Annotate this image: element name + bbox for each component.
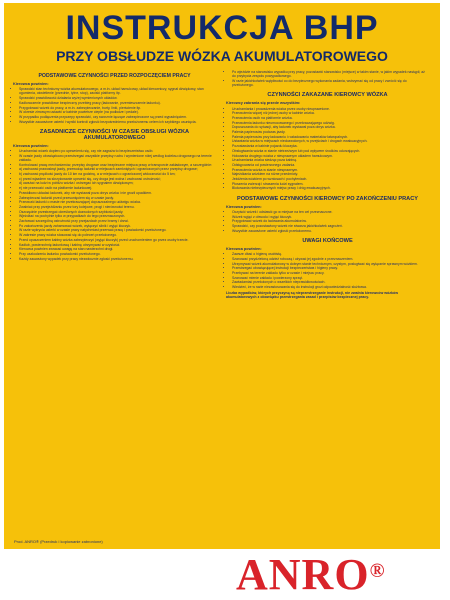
- list-item: • Sprawdzić stan techniczny wózka akumulatorowego, a m.in. układ hamulcowy, układ kierowniczy, sygnał dźwiękowy, stan ogumienia, oświetlenie (przednie, tylne, stop), zaciski platformy itp.: [19, 87, 216, 95]
- list-item: • W okresie zimowym ustawić w kabinie powietrze ciepłe (na podłodze i pedale).: [19, 110, 216, 114]
- list-item: • Najeżdżania wózkiem na różne przedmioty.: [232, 172, 429, 176]
- list-item: • Płoszenia zwierząt i straszenia ludzi sygnałem.: [232, 182, 429, 186]
- left-column: [13, 70, 216, 538]
- section-label: Kierowca powinien:: [226, 204, 262, 209]
- list-before-work: [13, 87, 216, 124]
- list-item: • Oczyścić wózek i odstawić go w miejsce na ten cel przeznaczone.: [232, 210, 429, 214]
- list-item: • Palenia papierosów podczas jazdy.: [232, 130, 429, 134]
- list-item: • Przewożenia więcej niż jednej osoby w kabinie wózka.: [232, 111, 429, 115]
- sign-subtitle: PRZY OBSŁUDZE WÓZKA AKUMULATOROWEGO: [56, 48, 388, 64]
- list-item: • Obsługiwania wózka w stanie nietrzeźwym lub pod wpływem środków odurzających.: [232, 149, 429, 153]
- list-item: • Zachować szczególną ostrożność przy przejazdach przez bramy i drzwi.: [19, 219, 216, 223]
- list-item: • Przestrzegać obowiązującej instrukcji bezpieczeństwa i higieny pracy.: [232, 266, 429, 270]
- list-item: • Przewożenia osób na platformie wózka.: [232, 116, 429, 120]
- list-item: • Wiedzieć, że w razie niezastosowania się do instrukcji grozi odpowiedzialność służbowa.: [232, 285, 429, 289]
- list-item: • Blokowania niebezpiecznych miejsc pracy i dróg ewakuacyjnych.: [232, 186, 429, 190]
- list-item: • Wjeżdżać na pochylnie tylko w przypadkach do tego przeznaczonych.: [19, 214, 216, 218]
- list-item: • Sprawdzić prawidłowość działania wyżej wymienionych układów.: [19, 96, 216, 100]
- list-item: • e) nie przewozić osób na platformie ładunkowej.: [19, 186, 216, 190]
- list-item: • Przewożenia wózka w stanie niesprawnym.: [232, 168, 429, 172]
- list-item: • c) przed wjazdem na skrzyżowanie upewnić się, czy droga jest wolna i zachować ostrożność;: [19, 177, 216, 181]
- list-item: • W czasie jazdy obowiązkowo przestrzegać wszystkie przepisy ruchu i wymienione niżej według kodeksu drogowego na terenie zakładu.: [19, 154, 216, 162]
- list-item: • Wszystkie zauważone usterki i wyniki kontroli zgłosić bezpośredniemu przełożonemu celem ich szybkiego usunięcia.: [19, 120, 216, 124]
- list-item: • Uruchamiania wózka siedząc poza kabiną.: [232, 158, 429, 162]
- list-item: • Odstępowania od powierzonego zadania.: [232, 163, 429, 167]
- list-item: • Przy uszkodzeniu ładunku powiadomić przełożonego.: [19, 252, 216, 256]
- list-item: • Jeżdżenia wózkiem po wzniosach i pochyleniach.: [232, 177, 429, 181]
- section-label: Kierowca powinien:: [13, 143, 49, 148]
- section-title-prohibited: CZYNNOŚCI ZAKAZANE KIEROWCY WÓZKA: [267, 92, 388, 99]
- list-item: • Kontrolować pracę mechanizmów, przepisy drogowe oraz bezpieczne miejsca pracy w transporcie zakładowym, a szczególnie:: [19, 163, 216, 167]
- list-prohibited: [226, 107, 429, 191]
- anro-logo: [236, 552, 446, 598]
- list-intro: [226, 70, 429, 87]
- list-item: • Oszczędnie przestrzegać określonych dozwolonych szybkości jazdy.: [19, 210, 216, 214]
- list-item: • Przebywać na terenie zakładu tylko w czasie i miejscu pracy.: [232, 271, 429, 275]
- list-item: • Każdy zauważony wypadek przy pracy niezwłocznie zgłosić przełożonemu.: [19, 257, 216, 261]
- list-item: • W zakresie pracy wózka stosować się do poleceń przełożonego.: [19, 233, 216, 237]
- list-item: • Przygotować wózek do ładowania akumulatorów.: [232, 219, 429, 223]
- section-label: Kierowca powinien:: [13, 82, 49, 86]
- columns: [13, 70, 431, 538]
- list-item: • Zawsze dbać o higienę osobistą.: [232, 252, 429, 256]
- list-item: • Szanować przydzieloną odzież roboczą i używać jej zgodnie z przeznaczeniem.: [232, 257, 429, 261]
- list-item: • b) zachować prędkość jazdy do 10 km na godzinę, a w miejscach o ograniczonej widoczności do 5 km;: [19, 172, 216, 176]
- list-item: • Holowania drugiego wózka z niesprawnym układem hamulcowym.: [232, 154, 429, 158]
- list-item: • a) zachować prawoskręt jazdy, przewożąc ładunki w miejscach zamkniętych i ograniczonych przez przepisy drogowe;: [19, 167, 216, 171]
- logo-text: ANRO: [236, 550, 370, 599]
- footer-credit: Prod. ANRO® (Przedruk i kopiowanie zabronione): [14, 539, 103, 544]
- list-item: • Uruchamiania i prowadzenia wózka przez osoby nieuprawnione.: [232, 107, 429, 111]
- registered-mark: ®: [369, 560, 386, 582]
- list-item: • W przypadku podłączenia przyczepy sprawdzić, czy sworznie łączące zabezpieczone są przed wypadnięciem.: [19, 115, 216, 119]
- list-item: • Sprawdzić, czy pozostawiony wózek nie stwarza jakichkolwiek zagrożeń.: [232, 224, 429, 228]
- section-title-during-work: ZASADNICZE CZYNNOŚCI W CZASIE OBSŁUGI WÓZKA AKUMULATOROWEGO: [39, 128, 190, 141]
- bhp-instruction-sign: [4, 3, 440, 549]
- list-item: • Prawidłowo układać ładunek, aby nie wystawał poza obrys wózka i nie groził upadkiem.: [19, 191, 216, 195]
- sign-title: INSTRUKCJA BHP: [65, 9, 379, 47]
- right-column: [226, 70, 429, 538]
- list-item: • d) uważać na ludzi w pobliżu wózka i ostrzegać ich sygnałem dźwiękowym;: [19, 181, 216, 185]
- section-title-final-notes: UWAGI KOŃCOWE: [302, 237, 353, 244]
- list-item: • Zwalniać przy przejeżdżaniu przez tory kolejowe, progi i nierówności terenu.: [19, 205, 216, 209]
- list-item: • Kierowca powinien zwracać uwagę na stan nawierzchni drogi.: [19, 247, 216, 251]
- list-item: • Przygotować wózek do pracy, a m.in. zabezpieczanie, burty, linki, pierścienie itp.: [19, 106, 216, 110]
- list-item: • W razie jakichkolwiek wątpliwości co do bezpiecznego wykonania zadania, wstrzymać się od pracy i zwrócić się do przełożonego.: [232, 79, 429, 87]
- list-item: • Pozostawiania w kabinie pojazdu kluczyka.: [232, 144, 429, 148]
- list-item: • Kadłub, powierzchnię ładunkową i kabinę utrzymywać w czystości.: [19, 243, 216, 247]
- list-item: • W razie wykrycia usterki w czasie pracy natychmiast przerwać pracę i powiadomić przełożonego.: [19, 228, 216, 232]
- list-after-work: [226, 210, 429, 233]
- list-item: • Szanować mienie zakładu i powierzony sprzęt.: [232, 276, 429, 280]
- list-item: • Kadłoraczenie prawidłowe bezpieczny przebieg pracy (ładowanie, przemieszczenie ładunku).: [19, 101, 216, 105]
- list-item: • Zabezpieczać ładunki przed przesunięciem się w czasie jazdy.: [19, 196, 216, 200]
- section-title-before-work: PODSTAWOWE CZYNNOŚCI PRZED ROZPOCZĘCIEM PRACY: [38, 73, 191, 79]
- list-item: • Przewozić ładunki o masie nie przekraczającej dopuszczalnego udźwigu wózka.: [19, 200, 216, 204]
- list-item: • Uruchamiać wózek dopiero po upewnieniu się, czy nie zagraża to bezpieczeństwu osób.: [19, 149, 216, 153]
- list-during-work: [13, 149, 216, 261]
- list-item: • Palenia papierosów przy ładowaniu i rozładowaniu materiałów łatwopalnych.: [232, 135, 429, 139]
- list-item: • Dopuszczania do sytuacji, aby ładunek wystawał poza obrys wózka.: [232, 125, 429, 129]
- list-item: • Po wjeździe na stanowisko wypadku przy pracy, pozostawić stanowisko (miejsce) w takim stanie, w jakim wypadek nastąpił, aż do przybycia zespołu powypadkowego.: [232, 70, 429, 78]
- list-item: • Przed opuszczeniem kabiny wózka zabezpieczyć (wyjąć kluczyk) przed uruchomieniem go przez osoby trzecie.: [19, 238, 216, 242]
- section-title-after-work: PODSTAWOWE CZYNNOŚCI KIEROWCY PO ZAKOŃCZENIU PRACY: [237, 195, 418, 202]
- list-item: • Wózek wyjąć z obwodu i wyjąć kluczyk.: [232, 215, 429, 219]
- list-item: • Przewożenia ładunku nieumocowanego i przekraczającego udźwig.: [232, 121, 429, 125]
- list-item: • Ustawiania wózka w miejscach niedozwolonych, w przejściach i drogach ewakuacyjnych.: [232, 139, 429, 143]
- list-final-notes: [226, 252, 429, 289]
- section-label: Kierowca powinien:: [226, 246, 262, 251]
- closing-paragraph: Liczba wypadków, których przyczyną są nieprzestrzeganie instrukcji, nie zwalnia kierowców wózków akumulatorowych z obowiązku przestrzegania zasad i przepisów bezpiecznej pracy.: [226, 291, 399, 300]
- list-item: • Utrzymywać wózek akumulatorowy w dobrym stanie technicznym, czystym, posługiwać się wyłącznie sprawnym wózkiem.: [232, 262, 429, 266]
- list-item: • Zawiadamiać przełożonych o wszelkich nieprawidłowościach.: [232, 280, 429, 284]
- list-item: • Po zakończeniu jazdy zahamować wózek, wyłączyć silnik i wyjąć kluczyk.: [19, 224, 216, 228]
- list-item: • Wszystkie zauważone usterki zgłosić przełożonemu.: [232, 229, 429, 233]
- section-label: Kierowcy zabrania się przede wszystkim:: [226, 101, 301, 106]
